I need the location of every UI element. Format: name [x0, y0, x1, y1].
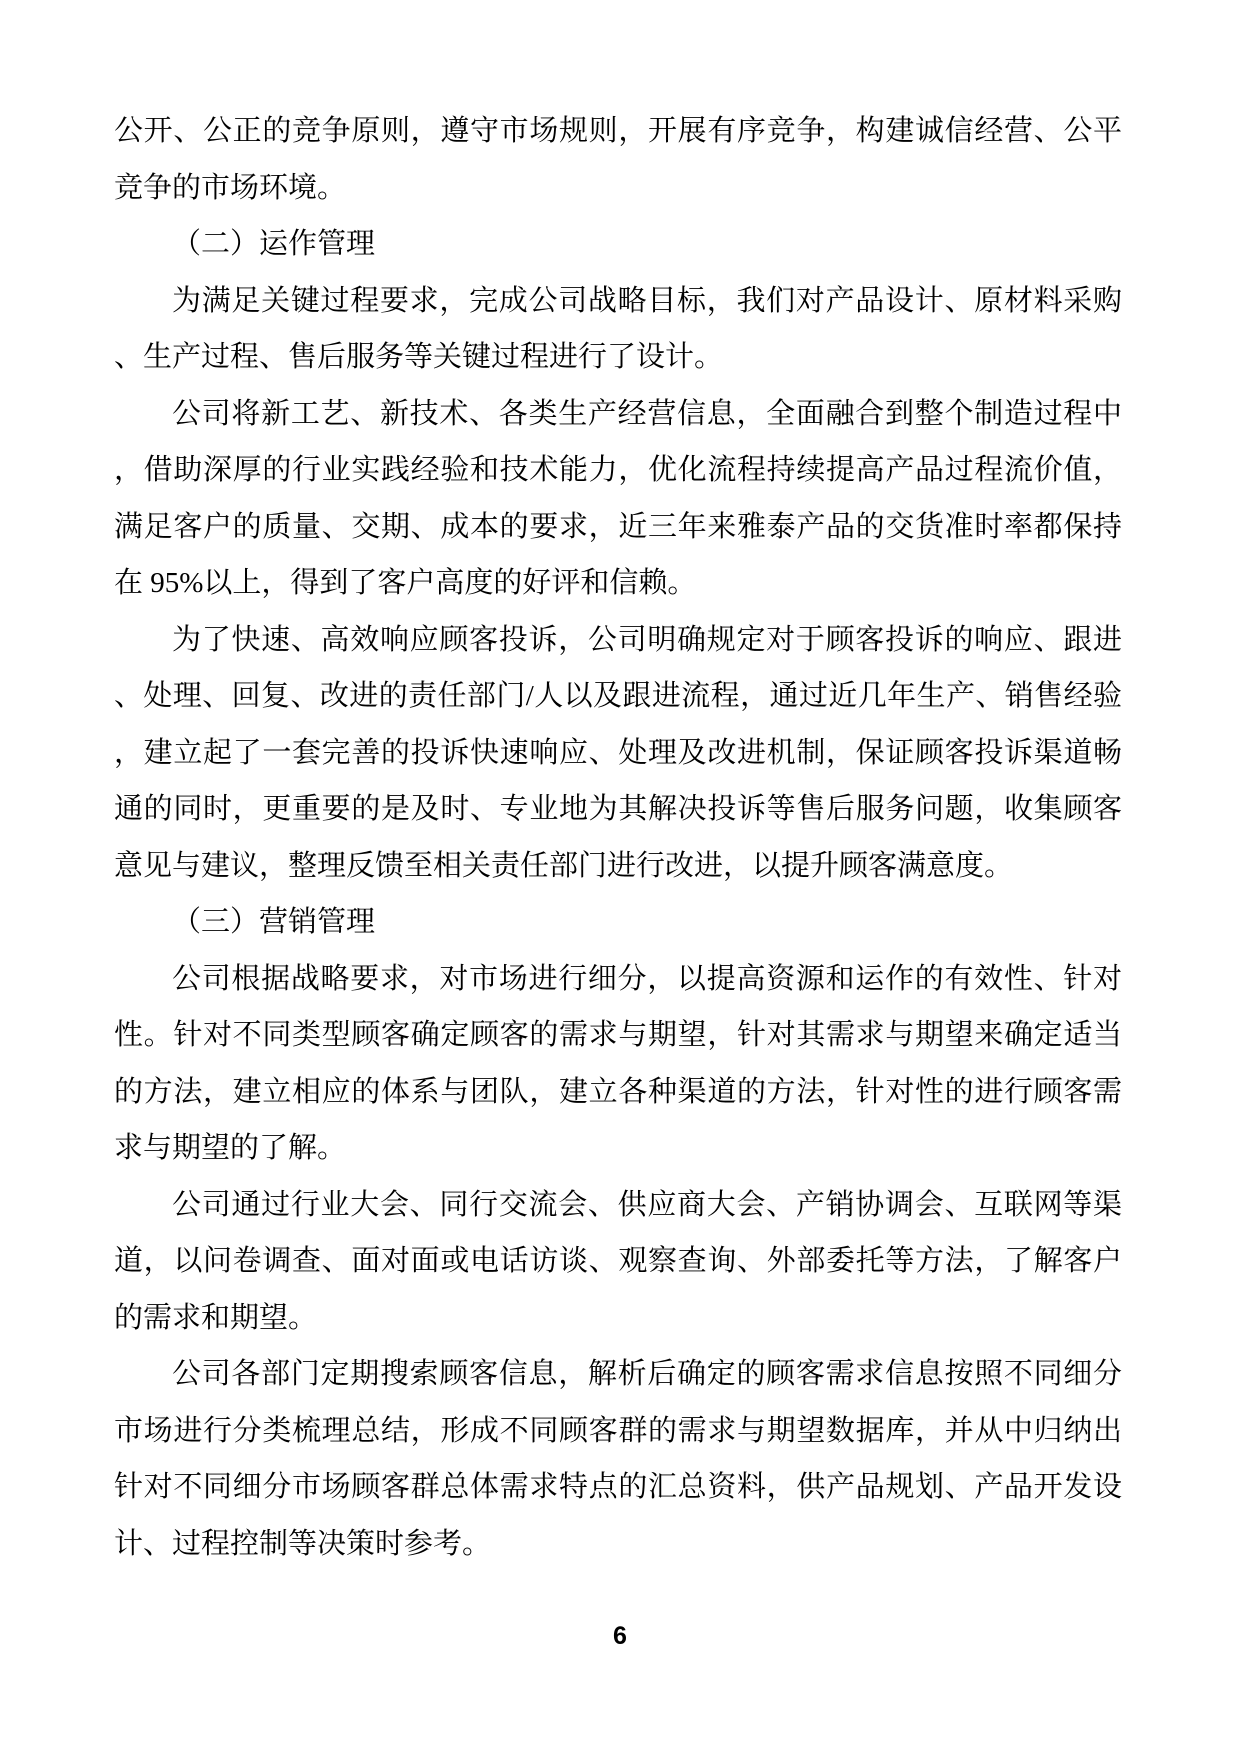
text-line: ，借助深厚的行业实践经验和技术能力，优化流程持续提高产品过程流价值， — [114, 454, 1122, 486]
document-body — [114, 103, 1122, 1572]
text-line: 针对不同细分市场顾客群总体需求特点的汇总资料，供产品规划、产品开发设 — [114, 1471, 1122, 1503]
section-heading: （三）营销管理 — [172, 906, 376, 938]
text-line: 公司根据战略要求，对市场进行细分，以提高资源和运作的有效性、针对 — [172, 962, 1122, 995]
text-line: 计、过程控制等决策时参考。 — [114, 1527, 492, 1560]
text-line: 道，以问卷调查、面对面或电话访谈、观察查询、外部委托等方法，了解客户 — [114, 1245, 1122, 1277]
text-line: ，建立起了一套完善的投诉快速响应、处理及改进机制，保证顾客投诉渠道畅 — [114, 736, 1122, 769]
text-line: 、处理、回复、改进的责任部门/人以及跟进流程，通过近几年生产、销售经验 — [114, 680, 1122, 712]
text-line: 意见与建议，整理反馈至相关责任部门进行改进，以提升顾客满意度。 — [114, 849, 1014, 882]
text-line: 在 95%以上，得到了客户高度的好评和信赖。 — [114, 567, 697, 599]
page-number: 6 — [613, 1622, 627, 1650]
text-line: 为了快速、高效响应顾客投诉，公司明确规定对于顾客投诉的响应、跟进 — [172, 623, 1122, 656]
section-heading: （二）运作管理 — [172, 228, 376, 260]
text-line: 市场进行分类梳理总结，形成不同顾客群的需求与期望数据库，并从中归纳出 — [114, 1414, 1122, 1447]
text-line: 公司各部门定期搜索顾客信息，解析后确定的顾客需求信息按照不同细分 — [172, 1358, 1122, 1390]
text-line: 的方法，建立相应的体系与团队，建立各种渠道的方法，针对性的进行顾客需 — [114, 1075, 1122, 1108]
text-line: 、生产过程、售后服务等关键过程进行了设计。 — [114, 341, 724, 373]
text-line: 的需求和期望。 — [114, 1301, 318, 1334]
text-line: 公司将新工艺、新技术、各类生产经营信息，全面融合到整个制造过程中 — [172, 397, 1122, 430]
text-line: 竞争的市场环境。 — [114, 171, 347, 204]
text-line: 为满足关键过程要求，完成公司战略目标，我们对产品设计、原材料采购 — [172, 284, 1122, 317]
text-line: 通的同时，更重要的是及时、专业地为其解决投诉等售后服务问题，收集顾客 — [114, 793, 1122, 825]
text-line: 公司通过行业大会、同行交流会、供应商大会、产销协调会、互联网等渠 — [172, 1188, 1122, 1221]
text-line: 求与期望的了解。 — [114, 1132, 347, 1164]
text-line: 公开、公正的竞争原则，遵守市场规则，开展有序竞争，构建诚信经营、公平 — [114, 115, 1122, 147]
text-line: 满足客户的质量、交期、成本的要求，近三年来雅泰产品的交货准时率都保持 — [114, 510, 1122, 543]
text-line: 性。针对不同类型顾客确定顾客的需求与期望，针对其需求与期望来确定适当 — [114, 1019, 1122, 1051]
